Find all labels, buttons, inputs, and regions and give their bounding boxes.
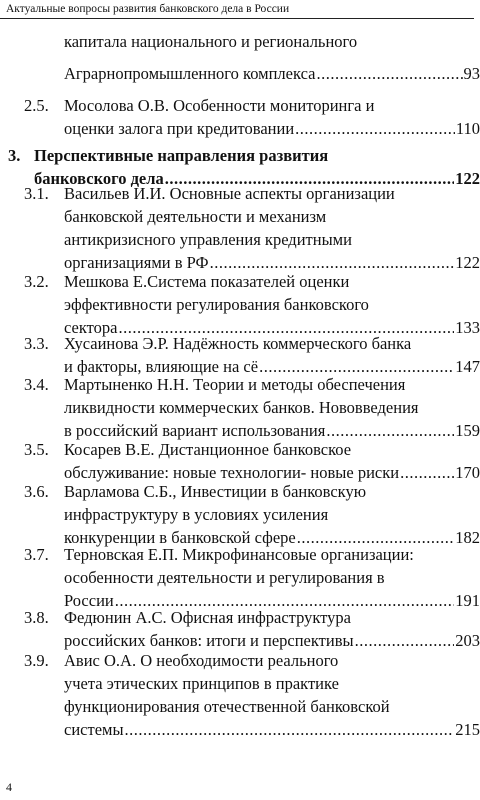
toc-entry-number: 3.1. (24, 184, 49, 203)
toc-entry-line: Васильев И.И. Основные аспекты организации (64, 184, 395, 203)
toc-entry-line: инфраструктуру в условиях усиления (64, 505, 329, 524)
toc-entry-line: учета этических принципов в практике (64, 674, 339, 693)
toc-entry-line: Федюнин А.С. Офисная инфраструктура (64, 608, 351, 627)
toc-page-number: 122 (455, 253, 480, 272)
toc-page-number: 147 (455, 357, 480, 376)
toc-page-number: 133 (455, 318, 480, 337)
toc-entry-last-line (64, 62, 480, 85)
toc-entry-title: в российский вариант использования (64, 421, 326, 440)
toc-entry-title: Аграрнопромышленного комплекса (64, 64, 316, 83)
toc-entry-title: конкуренции в банковской сфере (64, 528, 296, 547)
toc-page-number: 110 (455, 119, 480, 138)
toc-page-number: 93 (463, 64, 480, 83)
dot-leader (400, 461, 454, 484)
toc-entry-title: и факторы, влияющие на сё (64, 357, 259, 376)
toc-entry-title: обслуживание: новые технологии- новые риски (64, 463, 400, 482)
toc-entry-line: Хусаинова Э.Р. Надёжность коммерческого банка (64, 334, 412, 353)
toc-entry-title: организациями в РФ (64, 253, 209, 272)
toc-entry-last-line (64, 718, 480, 741)
toc-entry-line: банковской деятельности и механизм (64, 207, 327, 226)
dot-leader (355, 629, 455, 652)
toc-entry-line: функционирования отечественной банковской (64, 697, 390, 716)
toc-entry-number: 3.6. (24, 482, 49, 501)
toc-entry-number: 3.2. (24, 272, 49, 291)
toc-entry-title: банковского дела (34, 169, 164, 188)
toc-entry-line: особенности деятельности и регулирования в (64, 568, 385, 587)
toc-entry-number: 2.5. (24, 96, 49, 115)
toc-entry-line: эффективности регулирования банковского (64, 295, 369, 314)
toc-entry-number: 3. (8, 146, 21, 165)
dot-leader (125, 718, 455, 741)
toc-entry-number: 3.8. (24, 608, 49, 627)
toc-page-number: 159 (455, 421, 480, 440)
toc-entry-number: 3.9. (24, 651, 49, 670)
toc-entry-line: Косарев В.Е. Дистанционное банковское (64, 440, 352, 459)
dot-leader (316, 62, 462, 85)
toc-entry-title: российских банков: итоги и перспективы (64, 631, 354, 650)
toc-entry-line: Перспективные направления развития (34, 146, 329, 165)
toc-entry-title: России (64, 591, 114, 610)
toc-entry-line: Мешкова Е.Система показателей оценки (64, 272, 350, 291)
running-header: Актуальные вопросы развития банковского дела в России (6, 3, 290, 15)
toc-entry-line: Авис О.А. О необходимости реального (64, 651, 339, 670)
toc-entry-title: системы (64, 720, 124, 739)
toc-page-number: 122 (455, 169, 480, 188)
toc-page-number: 191 (455, 591, 480, 610)
toc-entry-number: 3.3. (24, 334, 49, 353)
dot-leader (295, 117, 455, 140)
toc-page-number: 215 (455, 720, 480, 739)
toc-entry-line: Терновская Е.П. Микрофинансовые организации: (64, 545, 414, 564)
toc-entry-title: оценки залога при кредитовании (64, 119, 295, 138)
toc-entry-line: ликвидности коммерческих банков. Нововведения (64, 398, 419, 417)
toc-entry-line: Варламова С.Б., Инвестиции в банковскую (64, 482, 367, 501)
toc-entry-line: капитала национального и регионального (64, 32, 358, 51)
toc-entry-title: сектора (64, 318, 118, 337)
toc-entry-number: 3.4. (24, 375, 49, 394)
toc-entry-number: 3.7. (24, 545, 49, 564)
toc-entry-number: 3.5. (24, 440, 49, 459)
toc-entry-line: антикризисного управления кредитными (64, 230, 352, 249)
toc-entry-line: Мартыненко Н.Н. Теории и методы обеспечения (64, 375, 406, 394)
toc-page-number: 170 (455, 463, 480, 482)
toc-entry-last-line (64, 117, 480, 140)
toc-page-number: 182 (455, 528, 480, 547)
toc-page-number: 203 (455, 631, 480, 650)
toc-entry-line: Мосолова О.В. Особенности мониторинга и (64, 96, 375, 115)
page-number: 4 (6, 780, 12, 794)
